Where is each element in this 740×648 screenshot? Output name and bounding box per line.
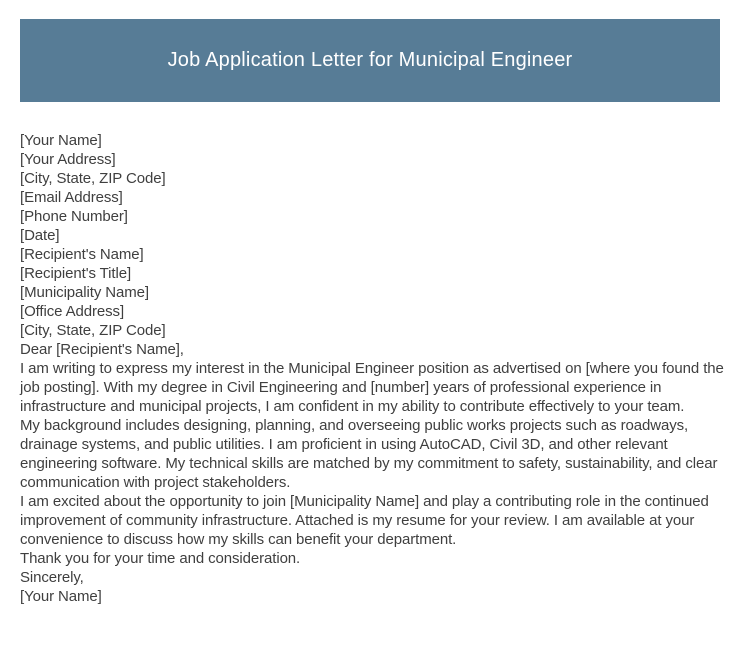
letter-line: [Recipient's Title] (20, 265, 132, 282)
letter-body (20, 131, 725, 606)
letter-line: [Your Address] (20, 151, 116, 168)
paragraph-introduction: I am writing to express my interest in the Municipal Engineer position as advertised on [where you found the job posting]. With my degree in Civil Engineering and [number] years of professional experience in infrastructure and municipal projects, I am confident in my ability to contribute effectively to your team. (20, 360, 724, 415)
sender-block (20, 131, 725, 245)
recipient-block (20, 245, 725, 340)
signature: [Your Name] (20, 588, 102, 605)
closing: Sincerely, (20, 569, 84, 586)
letter-line: [Date] (20, 227, 60, 244)
letter-line: [Municipality Name] (20, 284, 149, 301)
letter-line: [City, State, ZIP Code] (20, 322, 166, 339)
title-banner (20, 19, 720, 102)
letter-line: [Recipient's Name] (20, 246, 144, 263)
letter-line: [Office Address] (20, 303, 125, 320)
letter-line: [Your Name] (20, 132, 102, 149)
page-title: Job Application Letter for Municipal Engineer (167, 49, 573, 71)
letter-line: [City, State, ZIP Code] (20, 170, 166, 187)
paragraph-closing-interest: I am excited about the opportunity to join [Municipality Name] and play a contributing role in the continued improvement of community infrastructure. Attached is my resume for your review. I am available at your convenience to discuss how my skills can benefit your department. (20, 493, 709, 548)
letter-line: [Phone Number] (20, 208, 128, 225)
thanks-line: Thank you for your time and consideration. (20, 550, 301, 567)
paragraph-background: My background includes designing, planning, and overseeing public works projects such as roadways, drainage systems, and public utilities. I am proficient in using AutoCAD, Civil 3D, and other relevant engineering software. My technical skills are matched by my commitment to safety, sustainability, and clear communication with project stakeholders. (20, 417, 718, 491)
letter-line: [Email Address] (20, 189, 123, 206)
salutation: Dear [Recipient's Name], (20, 341, 184, 358)
